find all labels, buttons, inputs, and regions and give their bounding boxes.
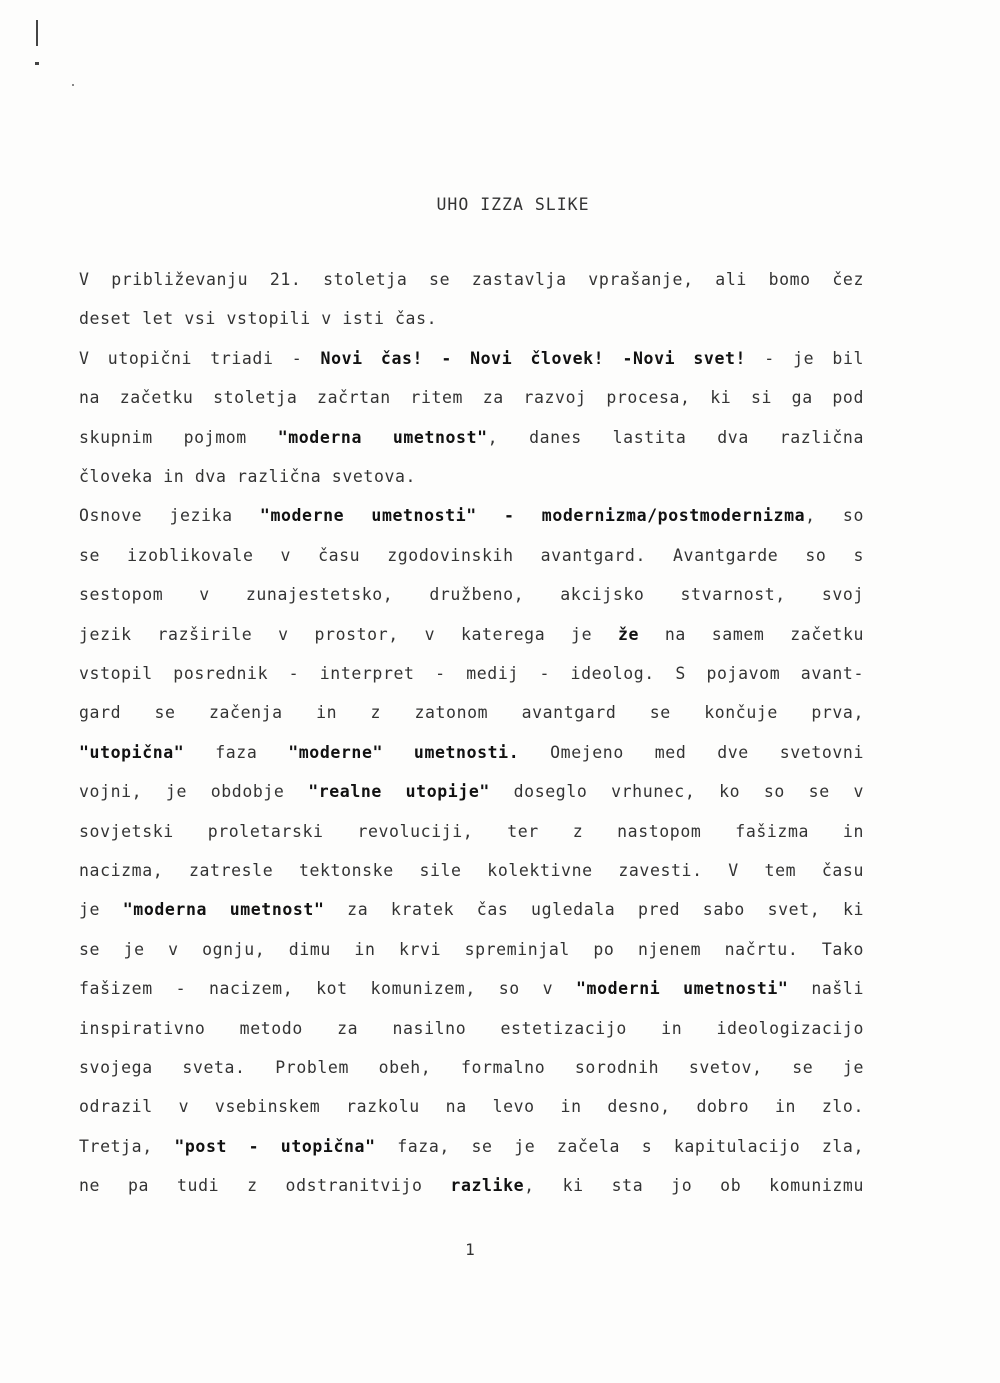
text-span: , so: [805, 506, 864, 526]
text-line: [79, 900, 864, 919]
text-span: ne pa tudi z odstranitvijo: [79, 1176, 451, 1196]
text-line: [79, 467, 864, 486]
text-line: [79, 1137, 864, 1156]
text-line: [79, 585, 864, 604]
text-span: človeka in dva različna svetova.: [79, 467, 417, 486]
text-line: [79, 861, 864, 880]
text-span: za kratek čas ugledala pred sabo svet, ki: [324, 900, 865, 920]
bold-text: "post - utopična": [174, 1136, 376, 1156]
text-span: na samem začetku: [639, 624, 865, 644]
scan-speck: [36, 20, 38, 46]
text-span: faza, se je začela s kapitulacijo zla,: [375, 1136, 864, 1156]
text-span: sestopom v zunajestetsko, družbeno, akcijsko stvarnost, svoj: [79, 585, 864, 605]
text-span: V približevanju 21. stoletja se zastavlja vprašanje, ali bomo čez: [79, 270, 864, 289]
bold-text: Novi čas! - Novi človek! -Novi svet!: [320, 348, 747, 368]
text-span: se izoblikovale v času zgodovinskih avantgard. Avantgarde so s: [79, 545, 864, 565]
bold-text: "moderne" umetnosti.: [288, 742, 520, 762]
text-line: [79, 1097, 864, 1116]
text-span: odrazil v vsebinskem razkolu na levo in desno, dobro in zlo.: [79, 1097, 864, 1117]
text-span: sovjetski proletarski revoluciji, ter z nastopom fašizma in: [79, 821, 864, 841]
text-span: fašizem - nacizem, kot komunizem, so v: [79, 979, 577, 999]
bold-text: "moderne umetnosti" - modernizma/postmodernizma: [259, 506, 806, 526]
bold-text: "moderna umetnost": [277, 427, 488, 447]
text-line: [79, 979, 864, 998]
text-span: našli: [788, 979, 864, 999]
text-span: , ki sta jo ob komunizmu: [524, 1176, 864, 1196]
text-span: na začetku stoletja začrtan ritem za razvoj procesa, ki si ga pod: [79, 388, 864, 408]
page-number: 1: [465, 1240, 475, 1259]
text-line: [79, 506, 864, 525]
text-span: Osnove jezika: [79, 506, 260, 526]
text-span: vstopil posrednik - interpret - medij - ideolog. S pojavom avant-: [79, 664, 864, 683]
scan-speck: [72, 84, 74, 86]
text-line: [79, 1058, 864, 1077]
text-span: vojni, je obdobje: [79, 782, 309, 802]
text-line: [79, 940, 864, 959]
text-line: [79, 349, 864, 368]
text-span: se je v ognju, dimu in krvi spreminjal po njenem načrtu. Tako: [79, 939, 864, 959]
text-line: [79, 625, 864, 644]
bold-text: "utopična": [79, 742, 185, 762]
text-span: svojega sveta. Problem obeh, formalno sorodnih svetov, se je: [79, 1058, 864, 1077]
text-span: je: [79, 900, 123, 920]
bold-text: "realne utopije": [308, 782, 490, 802]
text-line: [79, 703, 864, 722]
text-span: gard se začenja in z zatonom avantgard se končuje prva,: [79, 703, 864, 723]
text-line: [79, 546, 864, 565]
text-line: [79, 428, 864, 447]
text-span: - je bil: [746, 348, 865, 368]
document-title: UHO IZZA SLIKE: [436, 195, 590, 214]
text-line: [79, 822, 864, 841]
text-span: doseglo vrhunec, ko so se v: [489, 782, 865, 802]
text-line: [79, 782, 864, 801]
text-line: [79, 664, 864, 683]
text-span: deset let vsi vstopili v isti čas.: [79, 309, 438, 329]
text-line: [79, 743, 864, 762]
text-span: V utopični triadi -: [79, 348, 321, 368]
text-line: [79, 1019, 864, 1038]
bold-text: "moderna umetnost": [122, 900, 325, 920]
text-span: jezik razširile v prostor, v katerega je: [79, 624, 618, 644]
text-span: skupnim pojmom: [79, 427, 278, 447]
text-span: nacizma, zatresle tektonske sile kolektivne zavesti. V tem času: [79, 861, 864, 880]
text-line: [79, 309, 864, 328]
bold-text: razlike: [450, 1176, 525, 1196]
text-span: Tretja,: [79, 1136, 175, 1156]
text-span: faza: [184, 742, 289, 762]
bold-text: "moderni umetnosti": [576, 979, 789, 999]
text-span: Omejeno med dve svetovni: [519, 742, 864, 762]
text-span: , danes lastita dva različna: [487, 427, 865, 447]
text-span: inspirativno metodo za nasilno estetizacijo in ideologizacijo: [79, 1018, 864, 1038]
text-line: [79, 1176, 864, 1195]
text-line: [79, 388, 864, 407]
text-line: [79, 270, 864, 289]
scan-speck: [35, 62, 39, 65]
bold-text: že: [617, 624, 640, 644]
